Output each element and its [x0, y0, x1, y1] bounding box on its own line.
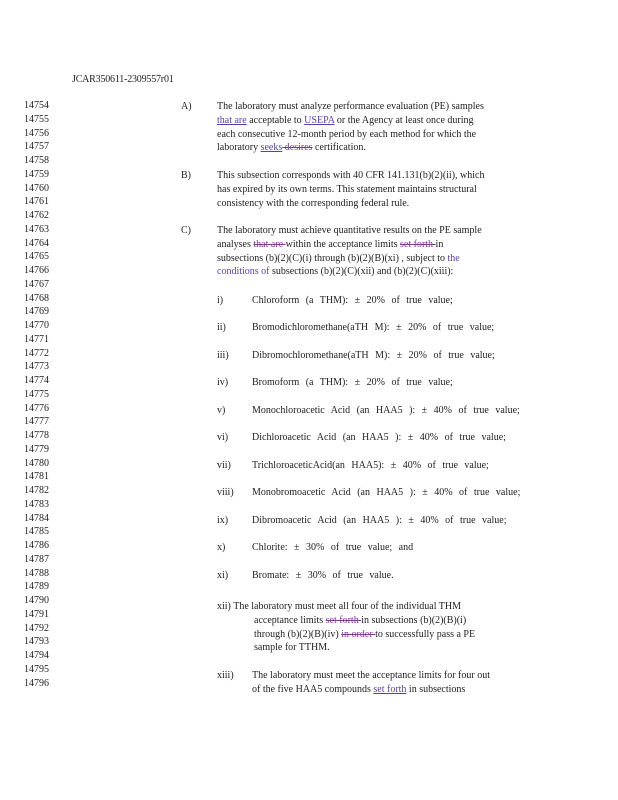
- item-a-label: A): [181, 101, 192, 112]
- line-number: 14764: [24, 237, 49, 249]
- line-number: 14770: [24, 320, 49, 331]
- item-b-line-2: has expired by its own terms. This statement maintains structural: [217, 183, 477, 195]
- limit-item-text: Bromodichloromethane(aTH M): ± 20% of true value;: [252, 322, 495, 333]
- insertion: the: [447, 252, 460, 264]
- text-run: to successfully pass a PE: [375, 628, 476, 640]
- item-xii-line-4: sample for TTHM.: [254, 642, 330, 654]
- line-number: 14760: [24, 182, 49, 194]
- text-run: of the five HAA5 compounds: [252, 683, 374, 695]
- item-xii-line-1: xii) The laboratory must meet all four of the individual THM: [217, 601, 462, 612]
- item-c-line-2: [217, 238, 533, 252]
- line-number: 14781: [24, 471, 49, 483]
- line-number: 14754: [24, 100, 49, 111]
- insertion: seeks: [260, 142, 283, 154]
- text-run: laboratory: [217, 142, 261, 154]
- text-run: in: [435, 238, 444, 250]
- limit-item-text: Dibromochloromethane(aTH M): ± 20% of true value;: [252, 349, 495, 361]
- line-number: 14793: [24, 636, 49, 648]
- item-xiii-line-1: The laboratory must meet the acceptance limits for four out: [252, 670, 490, 681]
- line-number: 14774: [24, 375, 49, 386]
- line-number: 14765: [24, 251, 49, 263]
- limit-item-number: v): [217, 404, 226, 416]
- line-number: 14788: [24, 567, 49, 579]
- deletion: in order: [341, 628, 376, 640]
- line-number: 14768: [24, 292, 49, 304]
- line-number: 14766: [24, 265, 49, 276]
- limit-item-number: ix): [217, 514, 229, 526]
- limit-item-number: vi): [217, 432, 229, 443]
- item-c-line-1: The laboratory must achieve quantitative results on the PE sample: [217, 225, 482, 236]
- limit-item-number: ii): [217, 322, 226, 333]
- text-run: subsections (b)(2)(C)(i) through (b)(2)(B)(xi) , subject to: [217, 252, 448, 264]
- deletion: set forth: [325, 614, 362, 626]
- limit-item-text: TrichloroaceticAcid(an HAA5): ± 40% of true value;: [252, 459, 489, 471]
- item-a-text: [217, 100, 533, 155]
- limit-item-number: x): [217, 542, 226, 553]
- item-a-line-2: [217, 114, 533, 128]
- document-header: JCAR350611-2309557r01: [72, 74, 174, 85]
- item-c-line-3: [217, 252, 533, 266]
- line-number: 14785: [24, 526, 49, 538]
- line-number: 14796: [24, 677, 49, 689]
- limit-item-number: iv): [217, 377, 229, 388]
- line-number: 14769: [24, 306, 49, 318]
- deletion: set forth: [400, 238, 436, 250]
- limit-item-text: Dichloroacetic Acid (an HAA5 ): ± 40% of true value;: [252, 432, 506, 443]
- text-run: subsections (b)(2)(C)(xii) and (b)(2)(C)(xiii):: [269, 266, 454, 278]
- insertion: USEPA: [304, 114, 335, 126]
- line-number: 14772: [24, 347, 49, 359]
- text-run: through (b)(2)(B)(iv): [254, 628, 342, 640]
- limit-item-text: Bromate: ± 30% of true value.: [252, 569, 394, 581]
- text-run: acceptable to: [246, 114, 305, 126]
- item-b-text: [217, 169, 533, 210]
- text-run: analyses: [217, 238, 254, 250]
- limit-item-number: i): [217, 294, 224, 306]
- line-number: 14787: [24, 553, 49, 565]
- item-a-line-3: each consecutive 12-month period by each method for which the: [217, 128, 477, 140]
- limit-item-text: Bromoform (a THM): ± 20% of true value;: [252, 377, 453, 388]
- line-numbers: [24, 100, 49, 691]
- line-number: 14757: [24, 141, 49, 153]
- line-number: 14761: [24, 196, 49, 208]
- line-number: 14775: [24, 388, 49, 400]
- limit-item-text: Monobromoacetic Acid (an HAA5 ): ± 40% of true value;: [252, 487, 521, 498]
- item-a-line-1: The laboratory must analyze performance evaluation (PE) samples: [217, 101, 484, 112]
- limit-item-number: viii): [217, 487, 234, 498]
- text-run: or the Agency at least once during: [334, 114, 474, 126]
- limit-item-number: vii): [217, 459, 231, 471]
- line-number: 14762: [24, 210, 49, 221]
- line-number: 14782: [24, 485, 49, 496]
- text-run: in subsections (b)(2)(B)(i): [361, 614, 467, 626]
- line-number: 14790: [24, 595, 49, 606]
- limit-item-text: Monochloroacetic Acid (an HAA5 ): ± 40% of true value;: [252, 404, 520, 416]
- text-run: certification.: [312, 142, 366, 154]
- limit-item-text: Dibromoacetic Acid (an HAA5 ): ± 40% of true value;: [252, 514, 507, 526]
- line-number: 14756: [24, 127, 49, 139]
- line-number: 14771: [24, 333, 49, 345]
- deletion: desires: [282, 142, 313, 154]
- limit-item-text: Chloroform (a THM): ± 20% of true value;: [252, 294, 453, 306]
- line-number: 14780: [24, 457, 49, 469]
- line-number: 14795: [24, 663, 49, 675]
- line-number: 14755: [24, 113, 49, 125]
- line-number: 14784: [24, 512, 49, 524]
- deletion: that are: [253, 238, 286, 250]
- item-xiii-line-2: [252, 683, 540, 697]
- insertion: conditions of: [217, 266, 270, 278]
- limit-item-number: xi): [217, 569, 229, 581]
- line-number: 14759: [24, 168, 49, 180]
- item-xiii-text: [252, 669, 540, 697]
- line-number: 14779: [24, 443, 49, 455]
- item-xii-text: [217, 600, 523, 655]
- item-c-text: [217, 224, 533, 279]
- limit-item-text: Chlorite: ± 30% of true value; and: [252, 542, 414, 553]
- item-b-line-1: This subsection corresponds with 40 CFR 141.131(b)(2)(ii), which: [217, 170, 485, 181]
- line-number: 14794: [24, 650, 49, 661]
- line-number: 14776: [24, 402, 49, 414]
- text-run: within the acceptance limits: [285, 238, 400, 250]
- line-number: 14777: [24, 416, 49, 428]
- line-number: 14773: [24, 361, 49, 373]
- item-xii-line-2: [217, 614, 523, 628]
- line-number: 14767: [24, 278, 49, 290]
- line-number: 14789: [24, 581, 49, 593]
- item-c-line-4: [217, 265, 533, 279]
- line-number: 14758: [24, 155, 49, 166]
- item-b-label: B): [181, 170, 191, 181]
- line-number: 14792: [24, 622, 49, 634]
- text-run: in subsections: [406, 683, 466, 695]
- insertion: that are: [217, 114, 247, 126]
- item-a-line-4: [217, 141, 533, 155]
- text-run: acceptance limits: [254, 614, 326, 626]
- limit-item-number: iii): [217, 349, 229, 361]
- line-number: 14791: [24, 608, 49, 620]
- line-number: 14778: [24, 430, 49, 441]
- insertion: set forth: [373, 683, 407, 695]
- line-number: 14786: [24, 540, 49, 551]
- item-xiii-label: xiii): [217, 670, 234, 681]
- line-number: 14783: [24, 498, 49, 510]
- item-xii-line-3: [217, 628, 523, 642]
- item-c-label: C): [181, 225, 191, 236]
- item-b-line-3: consistency with the corresponding federal rule.: [217, 197, 410, 209]
- line-number: 14763: [24, 223, 49, 235]
